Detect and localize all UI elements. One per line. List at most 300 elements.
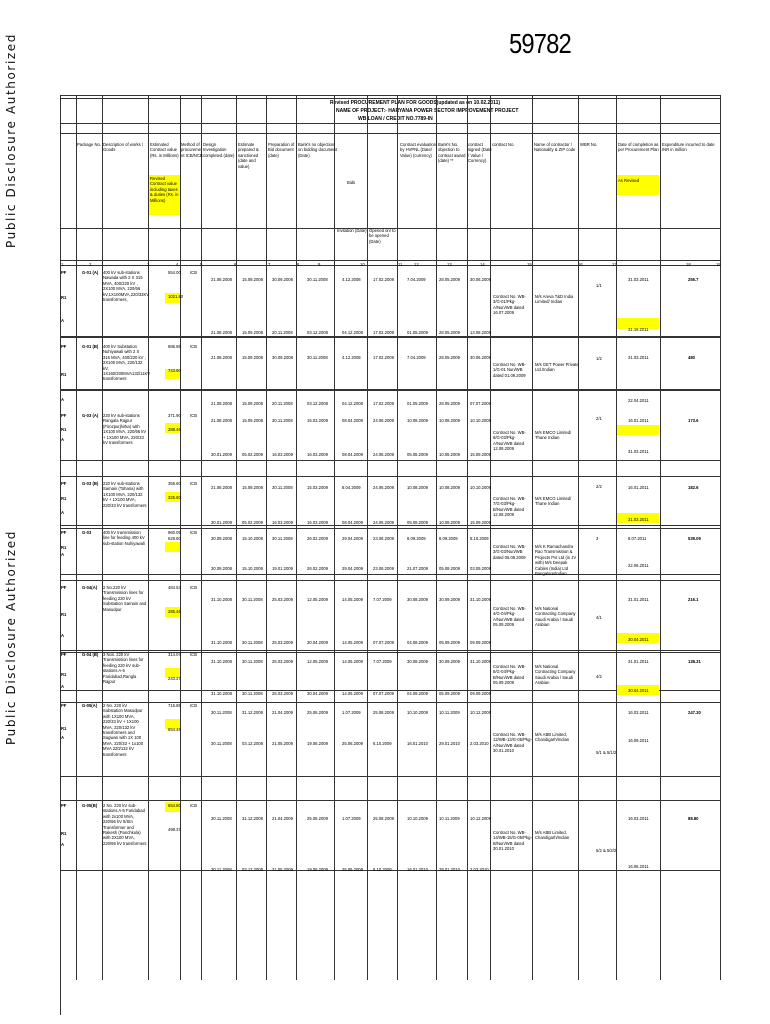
actual-date: 16.03.2009 (272, 452, 293, 457)
contract-no: Contract No. WB-1/G-01 Nun/WB dated 01.09.2009 (493, 362, 526, 378)
wbr-no: 3 (596, 536, 599, 541)
disclosure-label-top: Public Disclosure Authorized (4, 33, 18, 248)
plan-date: 28.05.2009 (439, 277, 460, 282)
plan-date: 30.11.2008 (307, 355, 328, 360)
plan-date: 1.07.2009 (342, 816, 361, 821)
revised-value: 654.48 (168, 727, 181, 732)
actual-date: 28.05.2009 (439, 401, 460, 406)
document-number: 59782 (509, 28, 571, 59)
actual-date: 09.09.2009 (470, 640, 491, 645)
plan-date: 15.09.2008 (242, 485, 263, 490)
package-no: G-05(A) (82, 703, 98, 708)
plan-date: 8.09.2009 (407, 536, 426, 541)
wbr-no: 5/1 & 5/1/2 (596, 750, 617, 755)
expenditure: 88.80 (688, 816, 699, 821)
header-design: Design Investigation completed (date) (203, 142, 235, 158)
contractor: M/s GET Power Private Ltd./Indian (535, 362, 579, 373)
as-revised: 31.03.2011 (628, 517, 649, 522)
actual-date: 30.11.2008 (211, 867, 232, 872)
column-number: 18 (686, 262, 691, 267)
plan-date: 30.11.2008 (272, 485, 293, 490)
completion-date: 31.03.2011 (628, 277, 649, 282)
method: ICB (190, 530, 197, 535)
completion-date: 16.01.2011 (628, 485, 649, 490)
plan-date: 21.08.2008 (211, 277, 232, 282)
plan-date: 21.08.2008 (211, 418, 232, 423)
estimated-value: 484.53 (168, 585, 181, 590)
completion-date: 16.03.2011 (628, 710, 649, 715)
plan-date: 15.09.2008 (242, 277, 263, 282)
plan-date: 10.08.2009 (407, 418, 428, 423)
method: ICB (190, 344, 197, 349)
actual-date: 04.12.2008 (342, 401, 363, 406)
estimated-value: 960.05 (168, 530, 181, 535)
row-marker: PF (61, 413, 67, 418)
plan-date: 23.06.2009 (373, 536, 394, 541)
actual-date: 07.07.2009 (373, 640, 394, 645)
actual-date: 25.03.2009 (272, 691, 293, 696)
contractor: M/s National Contracting Company Saudi Arabia / Saudi Arabian (535, 606, 576, 628)
expenditure: 480 (688, 355, 695, 360)
plan-date: 4.12.2008 (342, 355, 361, 360)
column-number: 15 (527, 262, 532, 267)
revised-value: 288.46 (168, 427, 181, 432)
revised-value: 285.46 (168, 609, 181, 614)
plan-date: 1.07.2009 (342, 710, 361, 715)
method: ICB (190, 413, 197, 418)
wbr-no: 5/2 & 5/2/2 (596, 848, 617, 853)
expenditure: 539.09 (688, 536, 701, 541)
actual-date: 03.12.2008 (307, 330, 328, 335)
grid-hline (60, 133, 720, 134)
plan-date: 10.10.2009 (407, 816, 428, 821)
plan-date: 17.02.2009 (373, 277, 394, 282)
plan-date: 7.07.2009 (373, 597, 392, 602)
grid-hline (60, 460, 720, 461)
disclosure-label-bottom: Public Disclosure Authorized (4, 530, 18, 745)
row-marker: A (61, 437, 65, 442)
actual-date: 05.02.2009 (242, 452, 263, 457)
revised-value: 243.27 (168, 676, 181, 681)
method: ICB (190, 270, 197, 275)
header-bid-doc: Preparation of Bid document (date) (268, 142, 295, 158)
revised-value: 1021.80 (168, 294, 184, 299)
actual-date: 21.08.2008 (211, 330, 232, 335)
header-contractor: Name of contractor / Nationality & ZIP code (534, 142, 576, 153)
contract-no: Contract No. WB-12/WB-13/G-05/Pkg-A/Nun/WB dated 30.01.2010 (493, 732, 532, 754)
plan-date: 25.08.2009 (373, 816, 394, 821)
actual-date: 30.01.2009 (211, 452, 232, 457)
plan-date: 7.04.2009 (407, 277, 426, 282)
package-no: G-04 (B) (82, 652, 99, 657)
row-marker: R1 (61, 496, 67, 501)
description: 220 kV sub-stations Samain (Tohana) with 1X100 MVA, 220/132 kV + 1X100 MVA, 220/33 kV transformers (103, 481, 147, 508)
actual-date: 16.01.2010 (407, 867, 428, 872)
plan-date: 8.10.2009 (470, 536, 489, 541)
plan-date: 30.09.2009 (439, 597, 460, 602)
description: 220 kV sub-stations Rangala Rajpur (Firozpurjhirka) with 1X100 MVA, 220/66 kV + 1X100 MVA, 220/33 kV transformers (103, 413, 147, 446)
completion-date: 8.07.2011 (628, 536, 647, 541)
as-revised: 16.06.2011 (628, 864, 649, 869)
plan-date: 30.11.2008 (211, 710, 232, 715)
actual-date: 2.03.2010 (470, 867, 489, 872)
actual-date: 15.09.2009 (470, 452, 491, 457)
row-marker: PF (61, 585, 67, 590)
plan-date: 21.04.2009 (272, 816, 293, 821)
wbr-no: 4/1 (596, 615, 602, 620)
actual-date: 30.04.2009 (307, 640, 328, 645)
description: 400 kV Substation Nuhiyawali with 2 X 315 MVA, 400/220 kV , 2X100 MVA, 220/132 kV, 1X160/200MVA132/11KV transformers (103, 344, 151, 382)
grid-hline (60, 123, 720, 124)
actual-date: 05.08.2009 (407, 520, 428, 525)
as-revised: 22.04.2011 (628, 398, 649, 403)
contract-no: Contract No. WB-6/G-03/Pkg-A/Nun/WB dated 12.08.2009 (493, 430, 526, 452)
package-no: G-04(A) (82, 585, 98, 590)
row-marker: R1 (61, 612, 67, 617)
header-estimated: Estimated Contract value (Rs. in Millions) (150, 142, 179, 158)
column-number: 12 (414, 262, 419, 267)
row-marker: PF (61, 530, 67, 535)
plan-date: 28.05.2009 (439, 355, 460, 360)
column-number: 7 (268, 262, 271, 267)
row-marker: PF (61, 481, 67, 486)
as-revised: 30.04.2011 (628, 688, 649, 693)
actual-date: 05.09.2009 (439, 691, 460, 696)
actual-date: 19.01.2009 (272, 566, 293, 571)
contractor: M/s ABB Limited, Chandigarh/Indian (535, 732, 570, 743)
plan-date: 10.08.2009 (439, 485, 460, 490)
expenditure: 138.31 (688, 659, 701, 664)
grid-vline (720, 95, 721, 980)
method: ICB (190, 481, 197, 486)
wbr-no: 1/2 (596, 356, 602, 361)
header-estimate-prepared: Estimate prepared & sanctioned (date and value) (238, 142, 259, 169)
header-wbr-no: WBR No. (580, 142, 598, 147)
revised-value: 325.60 (168, 495, 181, 500)
completion-date: 31.01.2011 (628, 597, 649, 602)
completion-date: 31.01.2011 (628, 659, 649, 664)
plan-date: 21.08.2008 (211, 355, 232, 360)
grid-hline (60, 98, 720, 99)
actual-date: 21.08.2008 (211, 401, 232, 406)
header-bank-no-objection-bid: Bank's no objection on bidding document (Date) (298, 142, 337, 158)
wbr-no: 1/1 (596, 283, 602, 288)
as-revised: 31.03.2011 (628, 449, 649, 454)
row-marker: R1 (61, 831, 67, 836)
grid-hline (60, 580, 720, 581)
actual-date: 30.11.2008 (242, 691, 263, 696)
contract-no: Contract No. WB-4/G-04/Pkg-A/Nun/WB dated 05.09.2009 (493, 606, 526, 628)
plan-date: 31.12.2008 (242, 816, 263, 821)
row-marker: PF (61, 652, 67, 657)
plan-date: 31.10.2009 (470, 597, 491, 602)
actual-date: 13.08.2009 (470, 330, 491, 335)
plan-date: 21.08.2008 (211, 485, 232, 490)
row-marker: R1 (61, 545, 67, 550)
actual-date: 05.09.2009 (439, 640, 460, 645)
estimated-value: 314.07 (168, 652, 181, 657)
plan-date: 30.11.2008 (242, 597, 263, 602)
column-number: 16 (578, 262, 583, 267)
plan-date: 15.03.2009 (307, 485, 328, 490)
plan-date: 24.06.2009 (373, 418, 394, 423)
actual-date: 07.07.2009 (470, 401, 491, 406)
grid-hline (60, 574, 720, 575)
grid-hline (60, 390, 720, 391)
actual-date: 03.12.2008 (307, 401, 328, 406)
actual-date: 24.06.2009 (373, 452, 394, 457)
column-number: 6 (234, 262, 237, 267)
actual-date: 26.02.2009 (307, 566, 328, 571)
actual-date: 03.12.2008 (242, 741, 263, 746)
plan-date: 4.12.2008 (342, 277, 361, 282)
actual-date: 23.06.2009 (373, 566, 394, 571)
completion-date: 16.01.2011 (628, 418, 649, 423)
column-number: 19 (716, 262, 721, 267)
as-revised: 22.06.2011 (628, 563, 649, 568)
wbr-no: 4/2 (596, 674, 602, 679)
estimated-value: 686.85 (168, 344, 181, 349)
description: 400 kV sub-stations Nawada with 2 X 315 MVA, 400/220 kV , 2X100 MVA, 220/66 kV,1X100MVA,220/33KV transformers, (103, 270, 150, 303)
row-marker: A (61, 510, 65, 515)
row-marker: A (61, 842, 65, 847)
actual-date: 21.05.2009 (272, 741, 293, 746)
plan-date: 26.02.2009 (307, 536, 328, 541)
column-number: 1 (61, 262, 64, 267)
plan-date: 25.08.2009 (373, 710, 394, 715)
contract-no: Contract No. WB-3/G-03/Nun/WB dated 05.08.2009 (493, 544, 526, 560)
row-marker: PF (61, 270, 67, 275)
actual-date: 14.05.2009 (342, 691, 363, 696)
actual-date: 08.04.2009 (342, 452, 363, 457)
header-revised-value: Revised Contract value including taxes & duties (Rs. in Millions) (150, 176, 179, 203)
actual-date: 04.12.2008 (342, 330, 363, 335)
row-marker: A (61, 318, 65, 323)
contract-no: Contract No. WB-14/WB-15/G-05/Pkg-B/Nun/WB dated 30.01.2010 (493, 830, 532, 852)
contractor: M/s Areva T&D India Limited/ Indian (535, 294, 574, 305)
actual-date: 07.07.2009 (373, 691, 394, 696)
actual-date: 10.08.2009 (439, 520, 460, 525)
actual-date: 15.09.2008 (242, 401, 263, 406)
description: 2 No. 220 kV Substation Masudpur with 1X100 MVA, 220/33 kV + 1X100 MVA, 220/132 kV transformers and Sagwan with 1X 100 MVA, 220/33 + 1x100 MVA 220/132 kV transformers (103, 703, 144, 757)
plan-date: 15.03.2009 (307, 418, 328, 423)
plan-date: 31.10.2009 (470, 659, 491, 664)
plan-date: 15.10.2008 (242, 536, 263, 541)
header-contract-signed: contract signed (Date / Value / Currency) (468, 142, 492, 164)
plan-date: 10.12.2009 (470, 816, 491, 821)
title-line-2: NAME OF PROJECT:- HARYANA POWER SECTOR IMPROVEMENT PROJECT (336, 108, 519, 114)
grid-hline (60, 528, 720, 529)
column-number: 17 (612, 262, 617, 267)
header-bids: Bids (347, 180, 356, 185)
plan-date: 30.09.2008 (211, 536, 232, 541)
actual-date: 09.09.2009 (470, 691, 491, 696)
actual-date: 30.04.2009 (307, 691, 328, 696)
plan-date: 30.11.2008 (272, 536, 293, 541)
plan-date: 14.05.2009 (342, 659, 363, 664)
plan-date: 31.10.2008 (211, 659, 232, 664)
plan-date: 8.04.2009 (342, 485, 361, 490)
actual-date: 31.10.2008 (211, 691, 232, 696)
title-line-1: Revised PROCUREMENT PLAN FOR GOODS(updated as on 10.02.2011) (330, 100, 501, 106)
plan-date: 31.10.2008 (211, 597, 232, 602)
actual-date: 21.07.2009 (407, 566, 428, 571)
actual-date: 6.10.2009 (373, 867, 392, 872)
grid-hline (60, 702, 720, 703)
grid-hline (60, 95, 720, 96)
actual-date: 25.06.2009 (342, 741, 363, 746)
description: 2 No.220 kV Transmission lines for feeding 220 kV Substation Samain and Masudpur (103, 585, 147, 612)
actual-date: 05.08.2009 (407, 452, 428, 457)
column-number: 8 (297, 262, 300, 267)
plan-date: 30.09.2008 (272, 355, 293, 360)
header-contract-no: contract No. (492, 142, 515, 147)
package-no: G-03 (82, 530, 92, 535)
actual-date: 30.11.2008 (242, 640, 263, 645)
actual-date: 14.05.2009 (342, 640, 363, 645)
row-marker: R1 (61, 295, 67, 300)
actual-date: 29.01.2010 (439, 741, 460, 746)
actual-date: 04.08.2009 (407, 691, 428, 696)
plan-date: 10.11.2009 (439, 710, 460, 715)
row-marker: R1 (61, 726, 67, 731)
revised-value: 743.60 (168, 368, 181, 373)
header-expenditure: Expenditure incurred to date INR in million (662, 142, 715, 153)
header-description: Description of works / Goods (103, 142, 144, 153)
plan-date: 15.09.2008 (242, 355, 263, 360)
plan-date: 7.04.2009 (407, 355, 426, 360)
plan-date: 25.06.2009 (307, 816, 328, 821)
actual-date: 08.04.2009 (342, 520, 363, 525)
actual-date: 25.06.2009 (342, 867, 363, 872)
description: 2 No. 220 kV sub-stations A-5 Faridabad with 2x100 MVA, 220/66 kV 5/Stn Transformer and Rakesh (Panchkula) with 2X100 MVA, 220/66 kV transformers (103, 803, 147, 846)
package-no: G-05(B) (82, 803, 98, 808)
column-number: 2 (89, 262, 92, 267)
as-revised: 30.04.2011 (628, 637, 649, 642)
plan-date: 7.07.2009 (373, 659, 392, 664)
actual-date: 21.05.2009 (272, 867, 293, 872)
plan-date: 30.11.2008 (272, 418, 293, 423)
method: ICB (190, 652, 197, 657)
as-revised: 16.09.2011 (628, 738, 649, 743)
actual-date: 19.06.2009 (307, 741, 328, 746)
expenditure: 255.7 (688, 277, 699, 282)
actual-date: 04.08.2009 (407, 640, 428, 645)
contract-no: Contract No. WB-5/G-04/Pkg-B/Nun/WB dated 05.09.2009 (493, 664, 526, 686)
actual-date: 01.05.2009 (407, 330, 428, 335)
completion-date: 16.03.2011 (628, 816, 649, 821)
estimated-value: 371.90 (168, 413, 181, 418)
actual-date: 30.09.2008 (211, 566, 232, 571)
actual-date: 15.09.2008 (242, 330, 263, 335)
actual-date: 19.06.2009 (307, 867, 328, 872)
actual-date: 15.09.2009 (470, 520, 491, 525)
contract-no: Contract No. WB-3/G-01/Pkg-A/Nun/WB dated 16.07.2009 (493, 294, 526, 316)
row-marker: PF (61, 344, 67, 349)
plan-date: 30.09.2009 (439, 659, 460, 664)
header-bank-no-objection-award: Bank's No. objection to contract award (date) ** (438, 142, 466, 164)
package-no: G-03 (B) (82, 481, 99, 486)
method: ICB (190, 803, 197, 808)
plan-date: 12.05.2009 (307, 597, 328, 602)
package-no: G-03 (A) (82, 413, 99, 418)
revised-value: 629.60 (168, 536, 181, 541)
column-number: 3 (147, 262, 150, 267)
as-revised: 31.16.2011 (628, 327, 649, 332)
actual-date: 25.03.2009 (272, 640, 293, 645)
actual-date: 29.01.2010 (439, 867, 460, 872)
actual-date: 01.05.2009 (407, 401, 428, 406)
header-completion-date: Date of completion as per Procurement Plan (618, 142, 659, 153)
plan-date: 10.10.2009 (470, 418, 491, 423)
actual-date: 17.02.2009 (373, 330, 394, 335)
plan-date: 30.09.2008 (272, 277, 293, 282)
package-no: G-01 (A) (82, 270, 99, 275)
wbr-no: 2/1 (596, 416, 602, 421)
grid-hline (60, 476, 720, 477)
plan-date: 25.03.2009 (272, 659, 293, 664)
plan-date: 10.08.2009 (407, 485, 428, 490)
plan-date: 08.04.2009 (342, 418, 363, 423)
plan-date: 21.04.2009 (272, 710, 293, 715)
actual-date: 10.08.2009 (439, 452, 460, 457)
column-number: 5 (200, 262, 203, 267)
estimated-value: 554.00 (168, 270, 181, 275)
plan-date: 30.08.2009 (407, 659, 428, 664)
column-number: 11 (398, 262, 403, 267)
actual-date: 03.09.2009 (470, 566, 491, 571)
contractor: M/s ABB Limited, Chandigarh/Indian (535, 830, 570, 841)
grid-hline (60, 265, 720, 266)
actual-date: 2.03.2010 (470, 741, 489, 746)
actual-date: 16.03.2009 (307, 452, 328, 457)
estimated-value: 356.60 (168, 481, 181, 486)
row-marker: A (61, 552, 65, 557)
description: 3 Nos. 220 kV Transmission lines for feeding 220 kV sub-stations A-5 Faridabad,Rangla Rajpur (103, 652, 144, 685)
column-number: 4 (176, 262, 179, 267)
row-marker: A (61, 633, 65, 638)
actual-date: 20.11.2008 (272, 330, 293, 335)
actual-date: 16.01.2010 (407, 741, 428, 746)
actual-date: 05.08.2009 (439, 566, 460, 571)
row-marker: R1 (61, 427, 67, 432)
plan-date: 30.06.2009 (470, 277, 491, 282)
highlight-cell (617, 425, 659, 435)
contractor: M/s K Ramachandra Rao Transmission & Projects Pvt Ltd (in JV with) M/s Deepak Cables (India) Ltd Bangalore/Indian (535, 544, 577, 577)
row-marker: R1 (61, 672, 67, 677)
contractor: M/s EMCO Limited/ Thane Indian (535, 496, 572, 507)
contractor: M/s National Contracting Company Saudi Arabia / Saudi Arabian (535, 664, 576, 686)
plan-date: 25.03.2009 (272, 597, 293, 602)
header-method: Method of procureme nt ICB/NCB (181, 142, 203, 158)
contract-no: Contract No. WB-7/G-03/Pkg-B/Nun/WB dated 12.08.2009 (493, 496, 526, 518)
header-invitation: Invitation (Date) (337, 228, 367, 233)
grid-hline (60, 260, 720, 261)
plan-date: 12.05.2009 (307, 659, 328, 664)
plan-date: 8.09.2009 (439, 536, 458, 541)
plan-date: 25.06.2009 (307, 710, 328, 715)
actual-date: 28.05.2009 (439, 330, 460, 335)
row-marker: PF (61, 703, 67, 708)
plan-date: 30.06.2009 (470, 355, 491, 360)
column-number: 10 (360, 262, 365, 267)
plan-date: 10.10.2009 (407, 710, 428, 715)
actual-date: 31.10.2008 (211, 640, 232, 645)
plan-date: 10.11.2009 (439, 816, 460, 821)
estimated-value: 654.80 (168, 803, 181, 808)
grid-hline (60, 650, 720, 651)
plan-date: 10.12.2009 (470, 710, 491, 715)
